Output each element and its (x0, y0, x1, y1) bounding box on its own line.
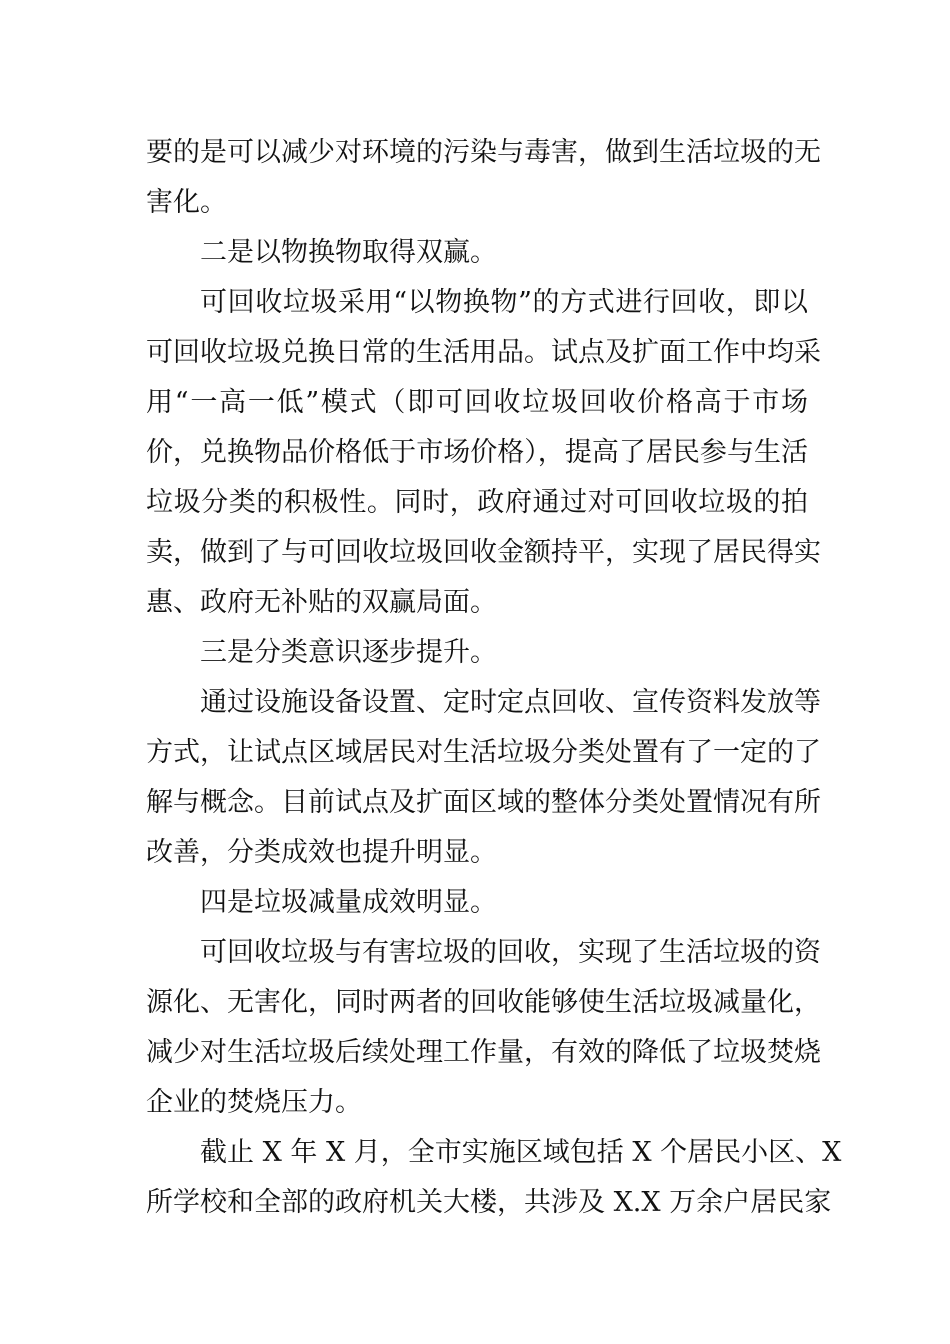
section-heading: 四是垃圾减量成效明显。 (200, 887, 497, 918)
paragraph-line: 价，兑换物品价格低于市场价格），提高了居民参与生活 (146, 437, 808, 468)
paragraph-line: 卖，做到了与可回收垃圾回收金额持平，实现了居民得实 (146, 537, 821, 568)
paragraph-line: 企业的焚烧压力。 (146, 1087, 362, 1118)
paragraph-line: 源化、无害化，同时两者的回收能够使生活垃圾减量化， (146, 987, 821, 1018)
paragraph-line: 方式，让试点区域居民对生活垃圾分类处置有了一定的了 (146, 737, 821, 768)
paragraph-line: 通过设施设备设置、定时定点回收、宣传资料发放等 (200, 687, 821, 718)
paragraph-line: 可回收垃圾采用“以物换物”的方式进行回收，即以 (200, 287, 808, 318)
paragraph-line: 可回收垃圾兑换日常的生活用品。试点及扩面工作中均采 (146, 337, 821, 368)
paragraph-line: 用“一高一低”模式（即可回收垃圾回收价格高于市场 (146, 387, 808, 418)
paragraph-line: 减少对生活垃圾后续处理工作量，有效的降低了垃圾焚烧 (146, 1037, 821, 1068)
section-heading: 二是以物换物取得双赢。 (200, 237, 497, 268)
paragraph-line: 截止 X 年 X 月，全市实施区域包括 X 个居民小区、X (200, 1137, 842, 1168)
section-heading: 三是分类意识逐步提升。 (200, 637, 497, 668)
paragraph-line: 所学校和全部的政府机关大楼，共涉及 X.X 万余户居民家 (146, 1187, 832, 1218)
document-body (146, 128, 842, 1228)
paragraph-line: 解与概念。目前试点及扩面区域的整体分类处置情况有所 (146, 787, 821, 818)
paragraph-line: 要的是可以减少对环境的污染与毒害，做到生活垃圾的无 (146, 137, 821, 168)
paragraph-line: 垃圾分类的积极性。同时，政府通过对可回收垃圾的拍 (146, 487, 808, 518)
paragraph-line: 可回收垃圾与有害垃圾的回收，实现了生活垃圾的资 (200, 937, 821, 968)
paragraph-line: 惠、政府无补贴的双赢局面。 (146, 587, 497, 618)
paragraph-line: 改善，分类成效也提升明显。 (146, 837, 497, 868)
paragraph-line: 害化。 (146, 187, 227, 218)
